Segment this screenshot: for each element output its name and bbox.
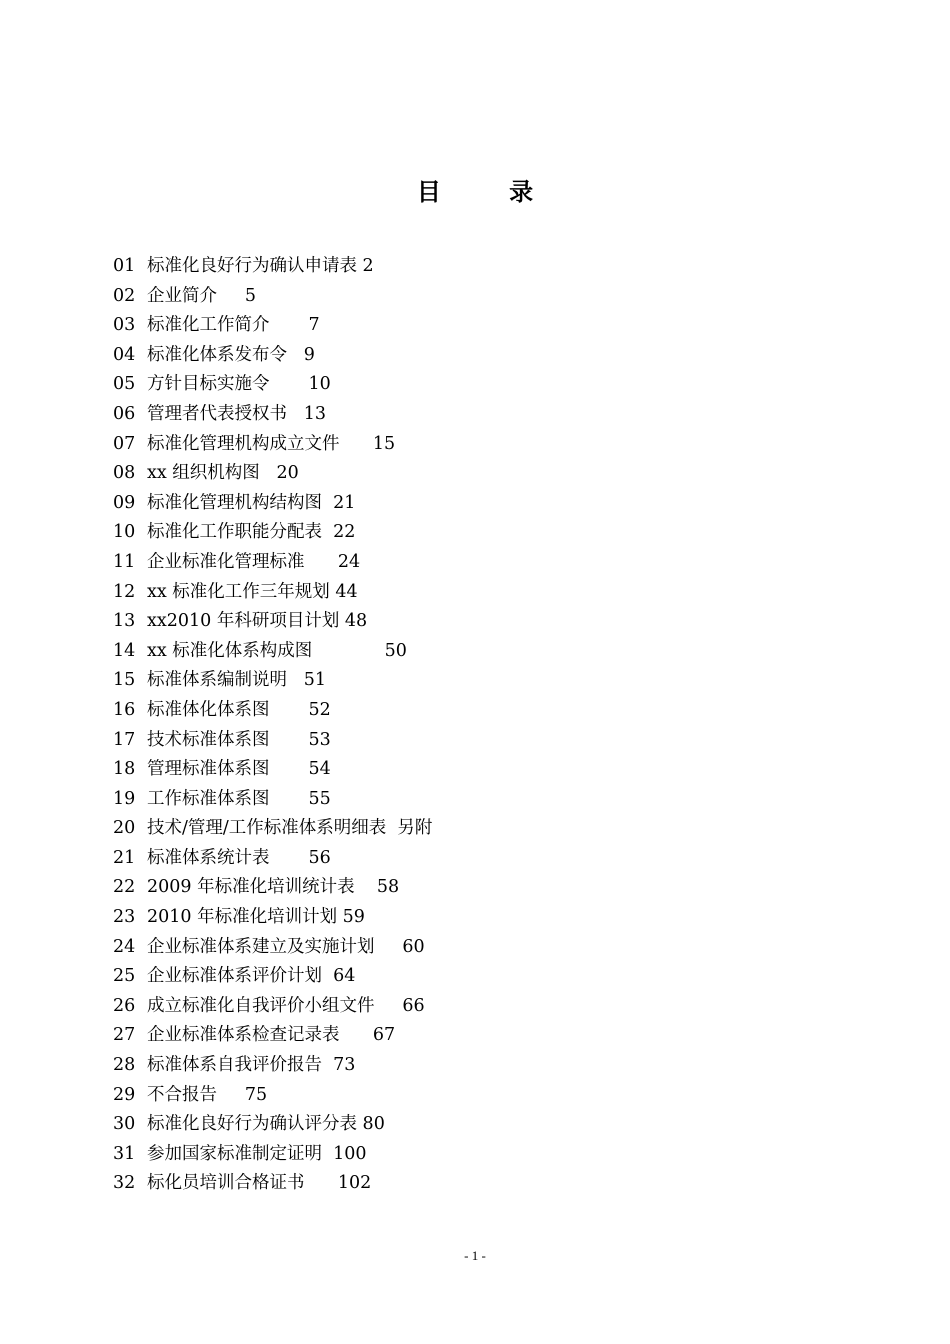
toc-entry-text: 标准体化体系图 52 bbox=[147, 699, 331, 720]
toc-entry-number: 31 bbox=[113, 1143, 136, 1164]
toc-entry-number: 18 bbox=[113, 759, 136, 780]
toc-entry bbox=[113, 1140, 853, 1170]
toc-entry-number: 24 bbox=[113, 936, 136, 957]
toc-entry bbox=[113, 518, 853, 548]
toc-entry-number: 27 bbox=[113, 1025, 136, 1046]
toc-entry-text: 2010 年标准化培训计划 59 bbox=[147, 907, 365, 928]
table-of-contents bbox=[113, 252, 853, 1199]
toc-entry-text: 管理标准体系图 54 bbox=[147, 759, 331, 780]
toc-entry-number: 11 bbox=[113, 551, 136, 572]
toc-entry-text: 工作标准体系图 55 bbox=[147, 788, 331, 809]
toc-entry-number: 23 bbox=[113, 907, 136, 928]
toc-entry-text: 标准化管理机构成立文件 15 bbox=[147, 433, 396, 454]
toc-entry-text: 标准化良好行为确认申请表 2 bbox=[147, 256, 374, 276]
toc-entry bbox=[113, 726, 853, 756]
toc-entry-text: xx 标准化工作三年规划 44 bbox=[147, 581, 358, 602]
toc-entry-number: 13 bbox=[113, 611, 136, 632]
toc-entry-text: 标准化工作简介 7 bbox=[147, 315, 320, 336]
toc-entry bbox=[113, 1169, 853, 1199]
toc-entry bbox=[113, 637, 853, 667]
toc-entry bbox=[113, 962, 853, 992]
toc-entry-number: 16 bbox=[113, 699, 136, 720]
toc-entry-number: 28 bbox=[113, 1055, 136, 1076]
toc-entry-text: 企业标准体系建立及实施计划 60 bbox=[147, 936, 425, 957]
toc-entry bbox=[113, 992, 853, 1022]
page-number-footer: - 1 - bbox=[464, 1248, 486, 1263]
toc-entry-number: 32 bbox=[113, 1173, 136, 1194]
toc-entry bbox=[113, 489, 853, 519]
toc-entry-number: 04 bbox=[113, 344, 136, 365]
toc-entry-number: 12 bbox=[113, 581, 136, 602]
toc-entry-number: 01 bbox=[113, 256, 136, 276]
toc-entry-text: xx 组织机构图 20 bbox=[147, 463, 299, 484]
toc-entry-text: xx 标准化体系构成图 50 bbox=[147, 640, 407, 661]
toc-entry bbox=[113, 1051, 853, 1081]
page-title: 目 录 bbox=[416, 178, 564, 206]
toc-entry bbox=[113, 370, 853, 400]
toc-entry bbox=[113, 282, 853, 312]
toc-entry-text: 不合报告 75 bbox=[147, 1084, 268, 1105]
toc-entry-text: 标准化良好行为确认评分表 80 bbox=[147, 1114, 385, 1135]
toc-entry bbox=[113, 814, 853, 844]
toc-entry-text: 成立标准化自我评价小组文件 66 bbox=[147, 995, 425, 1016]
toc-entry bbox=[113, 459, 853, 489]
toc-entry-number: 19 bbox=[113, 788, 136, 809]
toc-entry bbox=[113, 696, 853, 726]
toc-entry bbox=[113, 1081, 853, 1111]
toc-entry bbox=[113, 1021, 853, 1051]
toc-entry-text: xx2010 年科研项目计划 48 bbox=[147, 611, 368, 632]
toc-entry-text: 标准化管理机构结构图 21 bbox=[147, 492, 356, 513]
toc-entry bbox=[113, 252, 853, 282]
toc-entry-number: 26 bbox=[113, 995, 136, 1016]
toc-entry-text: 企业标准体系评价计划 64 bbox=[147, 966, 356, 987]
toc-entry-text: 企业标准化管理标准 24 bbox=[147, 551, 361, 572]
toc-entry-text: 标准体系统计表 56 bbox=[147, 847, 331, 868]
toc-entry-number: 17 bbox=[113, 729, 136, 750]
toc-entry-number: 05 bbox=[113, 374, 136, 395]
toc-entry bbox=[113, 755, 853, 785]
toc-entry-number: 06 bbox=[113, 403, 136, 424]
toc-entry bbox=[113, 548, 853, 578]
toc-entry bbox=[113, 873, 853, 903]
toc-entry-text: 标准化工作职能分配表 22 bbox=[147, 522, 356, 543]
toc-entry-number: 20 bbox=[113, 818, 136, 839]
toc-entry-text: 管理者代表授权书 13 bbox=[147, 403, 326, 424]
toc-entry bbox=[113, 933, 853, 963]
toc-entry-number: 08 bbox=[113, 463, 136, 484]
toc-entry bbox=[113, 607, 853, 637]
toc-entry-text: 参加国家标准制定证明 100 bbox=[147, 1143, 367, 1164]
toc-entry-text: 技术/管理/工作标准体系明细表 另附 bbox=[147, 818, 433, 839]
toc-entry-text: 标准体系自我评价报告 73 bbox=[147, 1055, 356, 1076]
toc-entry-text: 标化员培训合格证书 102 bbox=[147, 1173, 372, 1194]
toc-entry-text: 2009 年标准化培训统计表 58 bbox=[147, 877, 400, 898]
toc-entry-number: 10 bbox=[113, 522, 136, 543]
toc-entry-text: 标准化体系发布令 9 bbox=[147, 344, 315, 365]
toc-entry bbox=[113, 341, 853, 371]
toc-entry-number: 09 bbox=[113, 492, 136, 513]
toc-entry-number: 25 bbox=[113, 966, 136, 987]
toc-entry bbox=[113, 785, 853, 815]
toc-entry-number: 07 bbox=[113, 433, 136, 454]
toc-entry-number: 14 bbox=[113, 640, 136, 661]
toc-entry-number: 02 bbox=[113, 285, 136, 306]
toc-entry bbox=[113, 311, 853, 341]
toc-entry bbox=[113, 400, 853, 430]
toc-entry-text: 企业简介 5 bbox=[147, 285, 256, 306]
toc-entry-text: 技术标准体系图 53 bbox=[147, 729, 331, 750]
toc-entry bbox=[113, 666, 853, 696]
toc-entry bbox=[113, 844, 853, 874]
toc-entry bbox=[113, 903, 853, 933]
toc-entry-text: 企业标准体系检查记录表 67 bbox=[147, 1025, 396, 1046]
toc-entry-number: 30 bbox=[113, 1114, 136, 1135]
toc-entry bbox=[113, 578, 853, 608]
toc-entry-text: 方针目标实施令 10 bbox=[147, 374, 331, 395]
toc-entry-number: 21 bbox=[113, 847, 136, 868]
toc-entry-number: 15 bbox=[113, 670, 136, 691]
toc-entry bbox=[113, 1110, 853, 1140]
toc-entry bbox=[113, 430, 853, 460]
toc-entry-text: 标准体系编制说明 51 bbox=[147, 670, 326, 691]
toc-entry-number: 03 bbox=[113, 315, 136, 336]
toc-entry-number: 22 bbox=[113, 877, 136, 898]
toc-entry-number: 29 bbox=[113, 1084, 136, 1105]
